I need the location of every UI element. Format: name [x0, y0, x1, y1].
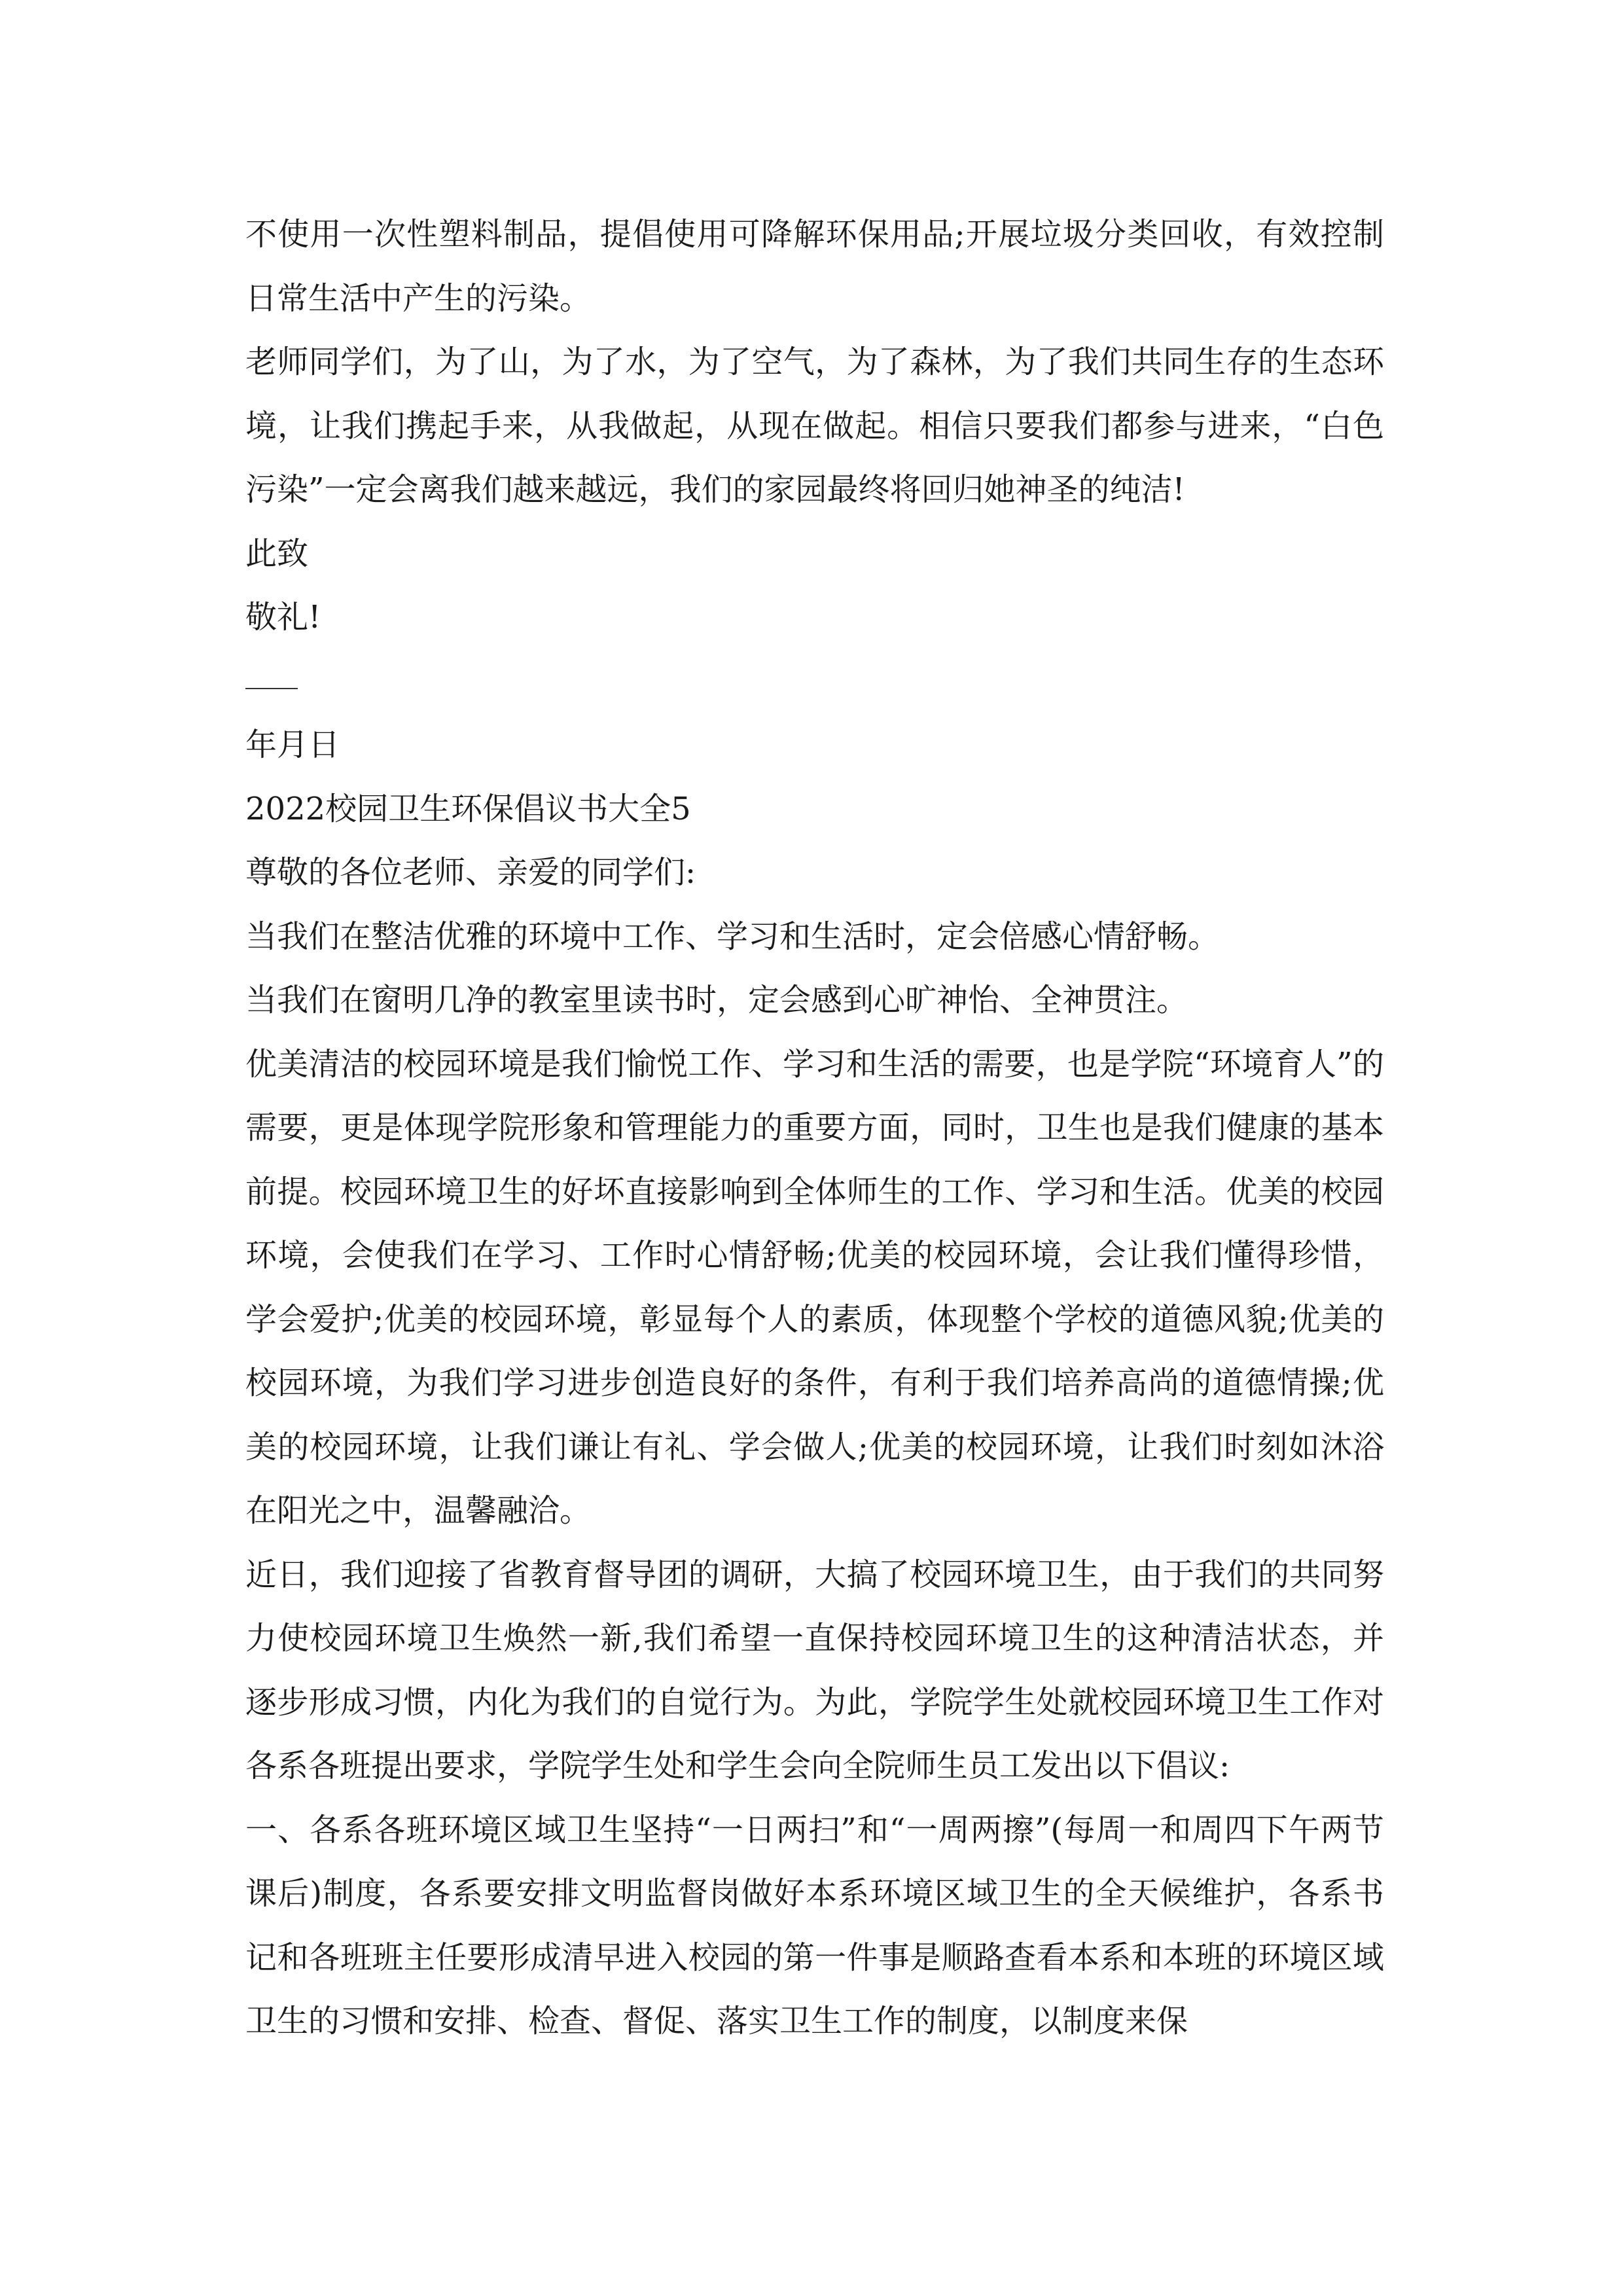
- closing-jingli: 敬礼!: [245, 599, 321, 636]
- signature-line: [245, 650, 1384, 714]
- body-paragraph: 当我们在整洁优雅的环境中工作、学习和生活时，定会倍感心情舒畅。: [245, 918, 1220, 955]
- section-title: 2022校园卫生环保倡议书大全5: [245, 790, 691, 827]
- document-body: [245, 203, 1384, 2054]
- body-paragraph: 当我们在窗明几净的教室里读书时，定会感到心旷神怡、全神贯注。: [245, 982, 1188, 1018]
- body-paragraph: 一、各系各班环境区域卫生坚持“一日两扫”和“一周两擦”(每周一和周四下午两节课后)制度，各系要安排文明监督岗做好本系环境区域卫生的全天候维护，各系书记和各班班主任要形成清早进入校园的第一件事是顺路查看本系和本班的环境区域卫生的习惯和安排、检查、督促、落实卫生工作的制度，以制度来保: [245, 1811, 1384, 2039]
- body-paragraph: 近日，我们迎接了省教育督导团的调研，大搞了校园环境卫生，由于我们的共同努力使校园环境卫生焕然一新,我们希望一直保持校园环境卫生的这种清洁状态，并逐步形成习惯，内化为我们的自觉行为。为此，学院学生处就校园环境卫生工作对各系各班提出要求，学院学生处和学生会向全院师生员工发出以下倡议:: [245, 1556, 1384, 1784]
- body-paragraph: 优美清洁的校园环境是我们愉悦工作、学习和生活的需要，也是学院“环境育人”的需要，更是体现学院形象和管理能力的重要方面，同时，卫生也是我们健康的基本前提。校园环境卫生的好坏直接影响到全体师生的工作、学习和生活。优美的校园环境，会使我们在学习、工作时心情舒畅;优美的校园环境，会让我们懂得珍惜，学会爱护;优美的校园环境，彰显每个人的素质，体现整个学校的道德风貌;优美的校园环境，为我们学习进步创造良好的条件，有利于我们培养高尚的道德情操;优美的校园环境，让我们谦让有礼、学会做人;优美的校园环境，让我们时刻如沐浴在阳光之中，温馨融洽。: [245, 1045, 1384, 1529]
- salutation: 尊敬的各位老师、亲爱的同学们:: [245, 854, 696, 891]
- date-line: 年月日: [245, 726, 340, 763]
- closing-cizhi: 此致: [245, 535, 309, 572]
- paragraph-plastic: 不使用一次性塑料制品，提倡使用可降解环保用品;开展垃圾分类回收，有效控制日常生活中产生的污染。: [245, 216, 1384, 317]
- paragraph-appeal: 老师同学们，为了山，为了水，为了空气，为了森林，为了我们共同生存的生态环境，让我们携起手来，从我做起，从现在做起。相信只要我们都参与进来，“白色污染”一定会离我们越来越远，我们的家园最终将回归她神圣的纯洁!: [245, 344, 1384, 508]
